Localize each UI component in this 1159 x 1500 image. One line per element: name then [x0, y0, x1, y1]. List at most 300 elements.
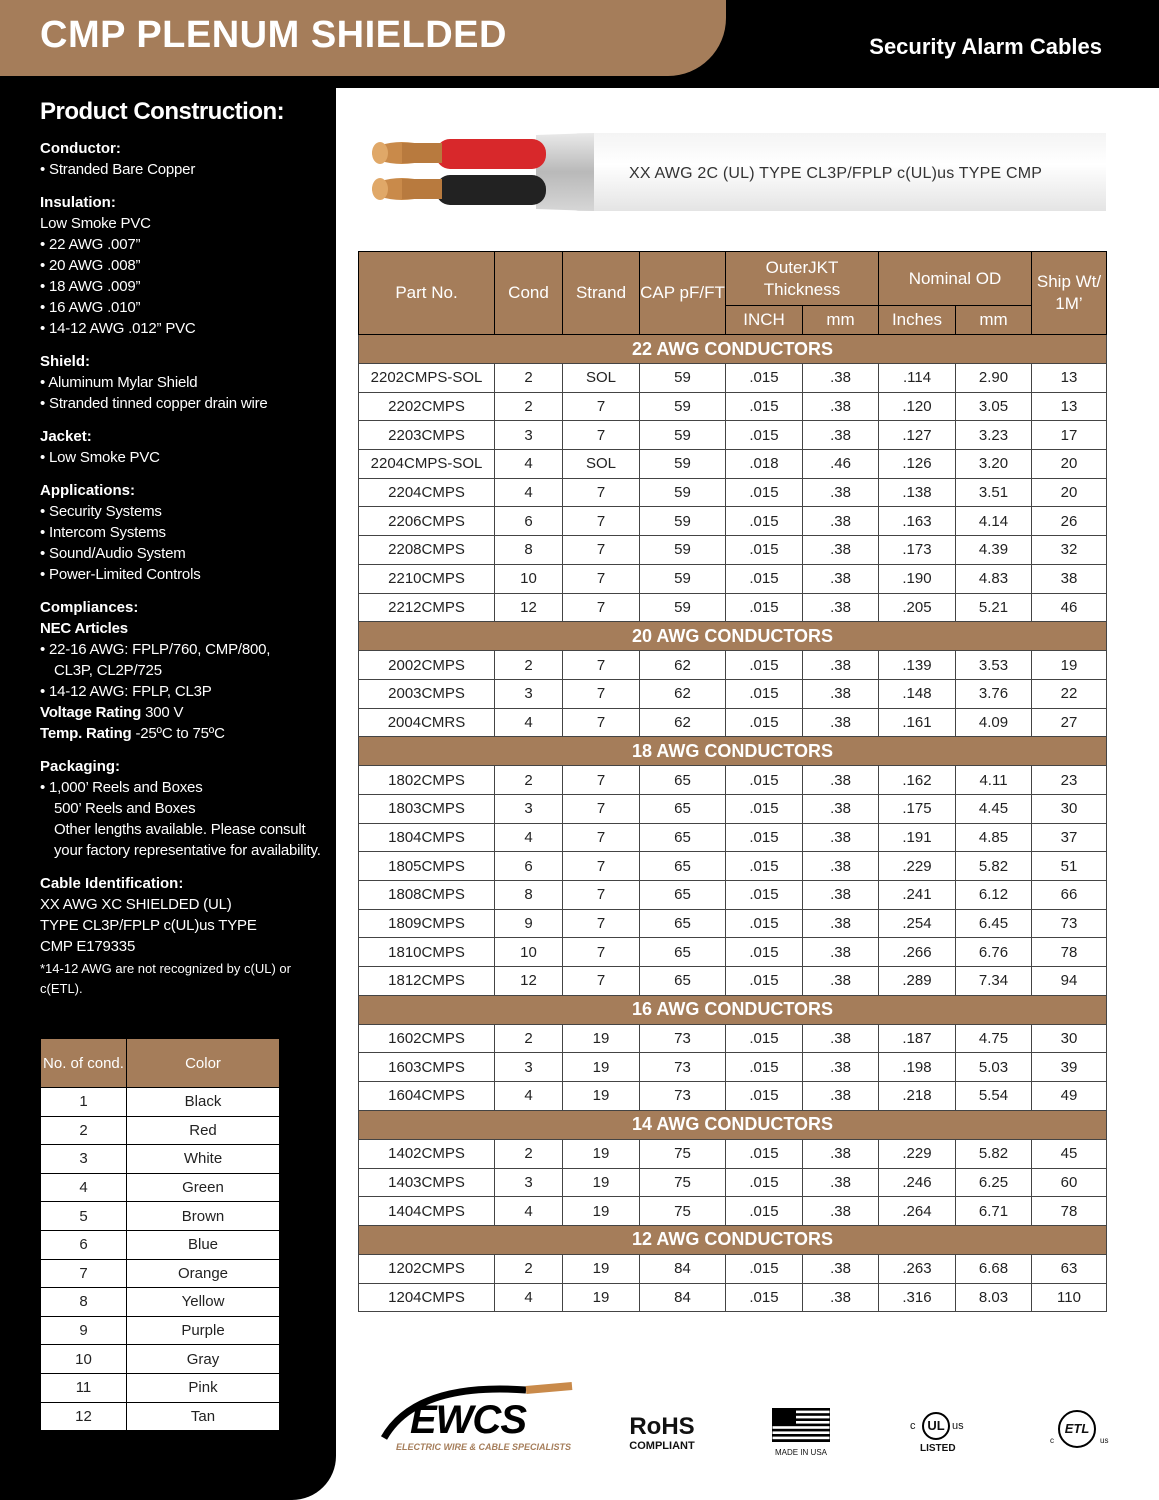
- table-row: [359, 1082, 1107, 1111]
- od-inches-cell: .126: [879, 450, 956, 479]
- awg-group-title: 18 AWG CONDUCTORS: [359, 737, 1107, 766]
- application-line: • Security Systems: [40, 503, 162, 520]
- header-bar: [0, 0, 1159, 88]
- part-no-cell: 1204CMPS: [359, 1283, 495, 1312]
- ul-listed-text: LISTED: [920, 1443, 956, 1454]
- table-row: [359, 852, 1107, 881]
- cable-illustration: [366, 131, 1106, 213]
- shield-section: [40, 351, 330, 414]
- strand-cell: 7: [563, 392, 640, 421]
- made-in-usa-logo: [766, 1408, 836, 1457]
- color-name-cell: Red: [127, 1116, 280, 1145]
- shield-label: Shield:: [40, 353, 91, 370]
- cap-cell: 59: [640, 564, 726, 593]
- strand-cell: 7: [563, 593, 640, 622]
- compliance-line: • 14-12 AWG: FPLP, CL3P: [40, 683, 212, 700]
- od-mm-cell: 4.39: [956, 536, 1032, 565]
- color-name-cell: Purple: [127, 1316, 280, 1345]
- od-mm-cell: 3.23: [956, 421, 1032, 450]
- header-part-no: Part No.: [359, 252, 495, 335]
- jkt-mm-cell: .46: [803, 450, 879, 479]
- strand-cell: 7: [563, 507, 640, 536]
- jkt-inch-cell: .015: [726, 1197, 803, 1226]
- conductor-label: Conductor:: [40, 140, 121, 157]
- strand-cell: 19: [563, 1254, 640, 1283]
- awg-group-row: [359, 995, 1107, 1024]
- ewcs-logo: [376, 1376, 576, 1456]
- part-no-cell: 1404CMPS: [359, 1197, 495, 1226]
- insulation-line: • 14-12 AWG .012” PVC: [40, 320, 196, 337]
- part-no-cell: 1802CMPS: [359, 766, 495, 795]
- application-line: • Intercom Systems: [40, 524, 166, 541]
- jkt-mm-cell: .38: [803, 852, 879, 881]
- compliance-line: CL3P, CL2P/725: [54, 662, 162, 679]
- jkt-mm-cell: .38: [803, 392, 879, 421]
- jkt-inch-cell: .015: [726, 421, 803, 450]
- od-mm-cell: 4.83: [956, 564, 1032, 593]
- color-name-cell: Brown: [127, 1202, 280, 1231]
- part-no-cell: 2004CMRS: [359, 708, 495, 737]
- cond-cell: 4: [495, 450, 563, 479]
- cap-cell: 65: [640, 766, 726, 795]
- packaging-line: Other lengths available. Please consult: [54, 821, 306, 838]
- ship-wt-cell: 30: [1032, 794, 1107, 823]
- od-mm-cell: 5.82: [956, 852, 1032, 881]
- od-inches-cell: .266: [879, 938, 956, 967]
- od-inches-cell: .173: [879, 536, 956, 565]
- cond-cell: 2: [495, 364, 563, 393]
- header-outer-jkt: OuterJKT Thickness: [726, 252, 879, 306]
- identification-label: Cable Identification:: [40, 875, 184, 892]
- od-inches-cell: .175: [879, 794, 956, 823]
- cond-cell: 6: [495, 852, 563, 881]
- jkt-inch-cell: .015: [726, 1168, 803, 1197]
- cap-cell: 84: [640, 1254, 726, 1283]
- insulation-line: • 20 AWG .008”: [40, 257, 141, 274]
- jkt-mm-cell: .38: [803, 1168, 879, 1197]
- jkt-mm-cell: .38: [803, 536, 879, 565]
- strand-cell: 19: [563, 1197, 640, 1226]
- ul-c-text: c: [910, 1420, 916, 1432]
- od-inches-cell: .190: [879, 564, 956, 593]
- strand-cell: 7: [563, 708, 640, 737]
- cap-cell: 65: [640, 909, 726, 938]
- color-name-cell: Pink: [127, 1373, 280, 1402]
- color-cond-cell: 1: [41, 1088, 127, 1117]
- applications-label: Applications:: [40, 482, 136, 499]
- color-name-cell: Gray: [127, 1345, 280, 1374]
- part-no-cell: 2202CMPS: [359, 392, 495, 421]
- od-mm-cell: 2.90: [956, 364, 1032, 393]
- ship-wt-cell: 22: [1032, 679, 1107, 708]
- ewcs-tagline: ELECTRIC WIRE & CABLE SPECIALISTS: [396, 1442, 572, 1452]
- od-inches-cell: .127: [879, 421, 956, 450]
- jkt-mm-cell: .38: [803, 1024, 879, 1053]
- jkt-inch-cell: .015: [726, 1024, 803, 1053]
- color-table-row: [41, 1373, 280, 1402]
- jkt-mm-cell: .38: [803, 1197, 879, 1226]
- insulation-line: • 18 AWG .009”: [40, 278, 141, 295]
- shield-line: • Aluminum Mylar Shield: [40, 374, 198, 391]
- color-table-row: [41, 1402, 280, 1431]
- part-no-cell: 2003CMPS: [359, 679, 495, 708]
- applications-section: [40, 480, 330, 585]
- od-mm-cell: 3.76: [956, 679, 1032, 708]
- strand-cell: SOL: [563, 364, 640, 393]
- jkt-inch-cell: .018: [726, 450, 803, 479]
- cond-cell: 8: [495, 536, 563, 565]
- jkt-mm-cell: .38: [803, 967, 879, 996]
- color-table-row: [41, 1173, 280, 1202]
- table-row: [359, 881, 1107, 910]
- part-no-cell: 2210CMPS: [359, 564, 495, 593]
- cond-cell: 3: [495, 1053, 563, 1082]
- table-row: [359, 1139, 1107, 1168]
- cap-cell: 65: [640, 881, 726, 910]
- table-row: [359, 766, 1107, 795]
- header-strand: Strand: [563, 252, 640, 335]
- made-in-usa-text: MADE IN USA: [774, 1448, 827, 1457]
- compliances-section: [40, 597, 330, 744]
- od-inches-cell: .198: [879, 1053, 956, 1082]
- table-row: [359, 392, 1107, 421]
- part-no-cell: 1604CMPS: [359, 1082, 495, 1111]
- table-row: [359, 1254, 1107, 1283]
- jkt-inch-cell: .015: [726, 1254, 803, 1283]
- cond-cell: 2: [495, 1254, 563, 1283]
- jacket-line: • Low Smoke PVC: [40, 449, 160, 466]
- voltage-rating: [40, 702, 330, 723]
- jkt-mm-cell: .38: [803, 1139, 879, 1168]
- part-no-cell: 1808CMPS: [359, 881, 495, 910]
- strand-cell: 19: [563, 1168, 640, 1197]
- voltage-rating-label: Voltage Rating: [40, 704, 142, 721]
- od-mm-cell: 4.85: [956, 823, 1032, 852]
- od-mm-cell: 3.20: [956, 450, 1032, 479]
- table-row: [359, 564, 1107, 593]
- packaging-label: Packaging:: [40, 758, 121, 775]
- page-title: CMP PLENUM SHIELDED: [40, 14, 507, 56]
- cap-cell: 65: [640, 852, 726, 881]
- table-row: [359, 593, 1107, 622]
- identification-line: CMP E179335: [40, 938, 136, 955]
- color-table-row: [41, 1202, 280, 1231]
- cap-cell: 65: [640, 794, 726, 823]
- od-inches-cell: .205: [879, 593, 956, 622]
- jkt-inch-cell: .015: [726, 708, 803, 737]
- od-mm-cell: 6.68: [956, 1254, 1032, 1283]
- color-name-cell: Blue: [127, 1230, 280, 1259]
- jkt-mm-cell: .38: [803, 1053, 879, 1082]
- jkt-inch-cell: .015: [726, 794, 803, 823]
- application-line: • Sound/Audio System: [40, 545, 186, 562]
- cond-cell: 4: [495, 1197, 563, 1226]
- color-table-body: [41, 1088, 280, 1431]
- packaging-line: 500’ Reels and Boxes: [54, 800, 196, 817]
- table-row: [359, 450, 1107, 479]
- table-row: [359, 1283, 1107, 1312]
- od-inches-cell: .187: [879, 1024, 956, 1053]
- od-inches-cell: .246: [879, 1168, 956, 1197]
- temp-rating-label: Temp. Rating: [40, 725, 132, 742]
- jkt-mm-cell: .38: [803, 651, 879, 680]
- insulation-section: [40, 192, 330, 339]
- ship-wt-cell: 38: [1032, 564, 1107, 593]
- color-name-cell: White: [127, 1145, 280, 1174]
- jkt-inch-cell: .015: [726, 967, 803, 996]
- color-table-row: [41, 1288, 280, 1317]
- color-table-header-color: Color: [127, 1039, 280, 1088]
- cap-cell: 73: [640, 1053, 726, 1082]
- packaging-line: your factory representative for availability.: [54, 842, 321, 859]
- part-no-cell: 2203CMPS: [359, 421, 495, 450]
- strand-cell: 7: [563, 794, 640, 823]
- od-mm-cell: 6.25: [956, 1168, 1032, 1197]
- awg-group-title: 12 AWG CONDUCTORS: [359, 1225, 1107, 1254]
- etl-circle-icon: [1058, 1410, 1096, 1448]
- od-mm-cell: 4.75: [956, 1024, 1032, 1053]
- od-mm-cell: 8.03: [956, 1283, 1032, 1312]
- jkt-mm-cell: .38: [803, 938, 879, 967]
- identification-line: XX AWG XC SHIELDED (UL): [40, 896, 232, 913]
- identification-section: [40, 873, 330, 999]
- cond-cell: 8: [495, 881, 563, 910]
- ul-text: UL: [927, 1418, 945, 1433]
- od-inches-cell: .241: [879, 881, 956, 910]
- identification-line: TYPE CL3P/FPLP c(UL)us TYPE: [40, 917, 257, 934]
- table-row: [359, 823, 1107, 852]
- color-code-table: [40, 1038, 280, 1431]
- od-mm-cell: 3.51: [956, 478, 1032, 507]
- strand-cell: 7: [563, 679, 640, 708]
- od-mm-cell: 5.54: [956, 1082, 1032, 1111]
- voltage-rating-value: 300 V: [141, 704, 184, 721]
- od-mm-cell: 6.12: [956, 881, 1032, 910]
- od-inches-cell: .148: [879, 679, 956, 708]
- rohs-text: RoHS: [629, 1413, 695, 1440]
- od-mm-cell: 5.82: [956, 1139, 1032, 1168]
- color-name-cell: Tan: [127, 1402, 280, 1431]
- part-no-cell: 2204CMPS-SOL: [359, 450, 495, 479]
- jkt-mm-cell: .38: [803, 1254, 879, 1283]
- cond-cell: 2: [495, 766, 563, 795]
- od-mm-cell: 4.14: [956, 507, 1032, 536]
- cap-cell: 62: [640, 679, 726, 708]
- cond-cell: 2: [495, 1024, 563, 1053]
- part-no-cell: 1803CMPS: [359, 794, 495, 823]
- color-table-row: [41, 1230, 280, 1259]
- strand-cell: 7: [563, 938, 640, 967]
- ship-wt-cell: 13: [1032, 392, 1107, 421]
- color-table-row: [41, 1345, 280, 1374]
- color-cond-cell: 7: [41, 1259, 127, 1288]
- ship-wt-cell: 32: [1032, 536, 1107, 565]
- certification-logos: [366, 1376, 1126, 1466]
- cable-conductors-icon: [366, 131, 606, 213]
- jkt-inch-cell: .015: [726, 1053, 803, 1082]
- cap-cell: 73: [640, 1024, 726, 1053]
- jkt-inch-cell: .015: [726, 881, 803, 910]
- od-inches-cell: .263: [879, 1254, 956, 1283]
- header-inches: Inches: [879, 306, 956, 335]
- cond-cell: 10: [495, 938, 563, 967]
- jkt-inch-cell: .015: [726, 1283, 803, 1312]
- cond-cell: 4: [495, 478, 563, 507]
- ship-wt-cell: 46: [1032, 593, 1107, 622]
- cond-cell: 3: [495, 1168, 563, 1197]
- cap-cell: 59: [640, 392, 726, 421]
- header-mm: mm: [803, 306, 879, 335]
- strand-cell: 7: [563, 909, 640, 938]
- color-cond-cell: 3: [41, 1145, 127, 1174]
- strand-cell: 7: [563, 881, 640, 910]
- color-table-header-row: [41, 1039, 280, 1088]
- jkt-inch-cell: .015: [726, 823, 803, 852]
- jkt-inch-cell: .015: [726, 507, 803, 536]
- ship-wt-cell: 63: [1032, 1254, 1107, 1283]
- jkt-mm-cell: .38: [803, 364, 879, 393]
- cap-cell: 75: [640, 1168, 726, 1197]
- cond-cell: 2: [495, 392, 563, 421]
- cap-cell: 59: [640, 364, 726, 393]
- jkt-inch-cell: .015: [726, 536, 803, 565]
- od-inches-cell: .114: [879, 364, 956, 393]
- compliance-line: • 22-16 AWG: FPLP/760, CMP/800,: [40, 641, 271, 658]
- strand-cell: 7: [563, 852, 640, 881]
- nec-articles-label: NEC Articles: [40, 620, 128, 637]
- jkt-inch-cell: .015: [726, 1139, 803, 1168]
- table-row: [359, 1053, 1107, 1082]
- jkt-mm-cell: .38: [803, 421, 879, 450]
- awg-group-row: [359, 1110, 1107, 1139]
- temp-rating: [40, 723, 330, 744]
- ship-wt-cell: 66: [1032, 881, 1107, 910]
- ship-wt-cell: 51: [1032, 852, 1107, 881]
- ewcs-wordmark: EWCS: [410, 1398, 526, 1442]
- color-cond-cell: 12: [41, 1402, 127, 1431]
- od-mm-cell: 3.05: [956, 392, 1032, 421]
- strand-cell: 7: [563, 967, 640, 996]
- jkt-mm-cell: .38: [803, 1082, 879, 1111]
- od-mm-cell: 3.53: [956, 651, 1032, 680]
- jkt-mm-cell: .38: [803, 909, 879, 938]
- table-row: [359, 421, 1107, 450]
- color-table-row: [41, 1316, 280, 1345]
- od-inches-cell: .316: [879, 1283, 956, 1312]
- od-inches-cell: .138: [879, 478, 956, 507]
- strand-cell: 7: [563, 823, 640, 852]
- cond-cell: 10: [495, 564, 563, 593]
- od-mm-cell: 6.45: [956, 909, 1032, 938]
- part-no-cell: 2206CMPS: [359, 507, 495, 536]
- page-subtitle: Security Alarm Cables: [869, 34, 1102, 59]
- jkt-inch-cell: .015: [726, 1082, 803, 1111]
- part-no-cell: 1809CMPS: [359, 909, 495, 938]
- awg-group-row: [359, 737, 1107, 766]
- packaging-line: • 1,000’ Reels and Boxes: [40, 779, 203, 796]
- awg-group-row: [359, 335, 1107, 364]
- insulation-line: Low Smoke PVC: [40, 215, 151, 232]
- strand-cell: 7: [563, 651, 640, 680]
- awg-group-row: [359, 1225, 1107, 1254]
- conductor-section: [40, 138, 330, 180]
- jkt-mm-cell: .38: [803, 1283, 879, 1312]
- cond-cell: 4: [495, 1283, 563, 1312]
- jkt-inch-cell: .015: [726, 593, 803, 622]
- color-cond-cell: 4: [41, 1173, 127, 1202]
- application-line: • Power-Limited Controls: [40, 566, 201, 583]
- table-row: [359, 938, 1107, 967]
- part-no-cell: 1810CMPS: [359, 938, 495, 967]
- jkt-mm-cell: .38: [803, 478, 879, 507]
- ship-wt-cell: 78: [1032, 1197, 1107, 1226]
- strand-cell: 7: [563, 766, 640, 795]
- part-no-cell: 1402CMPS: [359, 1139, 495, 1168]
- od-mm-cell: 4.45: [956, 794, 1032, 823]
- jkt-mm-cell: .38: [803, 794, 879, 823]
- awg-group-title: 22 AWG CONDUCTORS: [359, 335, 1107, 364]
- jacket-section: [40, 426, 330, 468]
- color-table-row: [41, 1145, 280, 1174]
- part-no-cell: 2208CMPS: [359, 536, 495, 565]
- etl-logo: [1050, 1406, 1110, 1456]
- color-cond-cell: 11: [41, 1373, 127, 1402]
- color-name-cell: Orange: [127, 1259, 280, 1288]
- cond-cell: 3: [495, 679, 563, 708]
- color-name-cell: Green: [127, 1173, 280, 1202]
- part-no-cell: 2202CMPS-SOL: [359, 364, 495, 393]
- ship-wt-cell: 13: [1032, 364, 1107, 393]
- ship-wt-cell: 26: [1032, 507, 1107, 536]
- ship-wt-cell: 60: [1032, 1168, 1107, 1197]
- insulation-label: Insulation:: [40, 194, 116, 211]
- packaging-section: [40, 756, 330, 861]
- strand-cell: 19: [563, 1139, 640, 1168]
- color-table-header-cond: No. of cond.: [41, 1039, 127, 1088]
- ship-wt-cell: 23: [1032, 766, 1107, 795]
- awg-group-title: 14 AWG CONDUCTORS: [359, 1110, 1107, 1139]
- ship-wt-cell: 39: [1032, 1053, 1107, 1082]
- strand-cell: 19: [563, 1024, 640, 1053]
- sidebar-content: [40, 98, 330, 999]
- identification-note: *14-12 AWG are not recognized by c(UL) or c(ETL).: [40, 961, 291, 996]
- insulation-line: • 22 AWG .007”: [40, 236, 141, 253]
- jkt-inch-cell: .015: [726, 766, 803, 795]
- jkt-mm-cell: .38: [803, 708, 879, 737]
- etl-text: ETL: [1064, 1421, 1090, 1436]
- table-row: [359, 1168, 1107, 1197]
- od-mm-cell: 6.76: [956, 938, 1032, 967]
- color-cond-cell: 8: [41, 1288, 127, 1317]
- cap-cell: 59: [640, 478, 726, 507]
- jkt-inch-cell: .015: [726, 564, 803, 593]
- od-inches-cell: .229: [879, 852, 956, 881]
- part-no-cell: 2212CMPS: [359, 593, 495, 622]
- jkt-inch-cell: .015: [726, 938, 803, 967]
- etl-us-text: us: [1100, 1436, 1109, 1445]
- ship-wt-cell: 94: [1032, 967, 1107, 996]
- strand-cell: 19: [563, 1283, 640, 1312]
- table-row: [359, 794, 1107, 823]
- table-row: [359, 1197, 1107, 1226]
- color-name-cell: Black: [127, 1088, 280, 1117]
- cap-cell: 65: [640, 967, 726, 996]
- od-inches-cell: .254: [879, 909, 956, 938]
- strand-cell: 7: [563, 536, 640, 565]
- insulation-line: • 16 AWG .010”: [40, 299, 141, 316]
- cond-cell: 12: [495, 593, 563, 622]
- jkt-mm-cell: .38: [803, 593, 879, 622]
